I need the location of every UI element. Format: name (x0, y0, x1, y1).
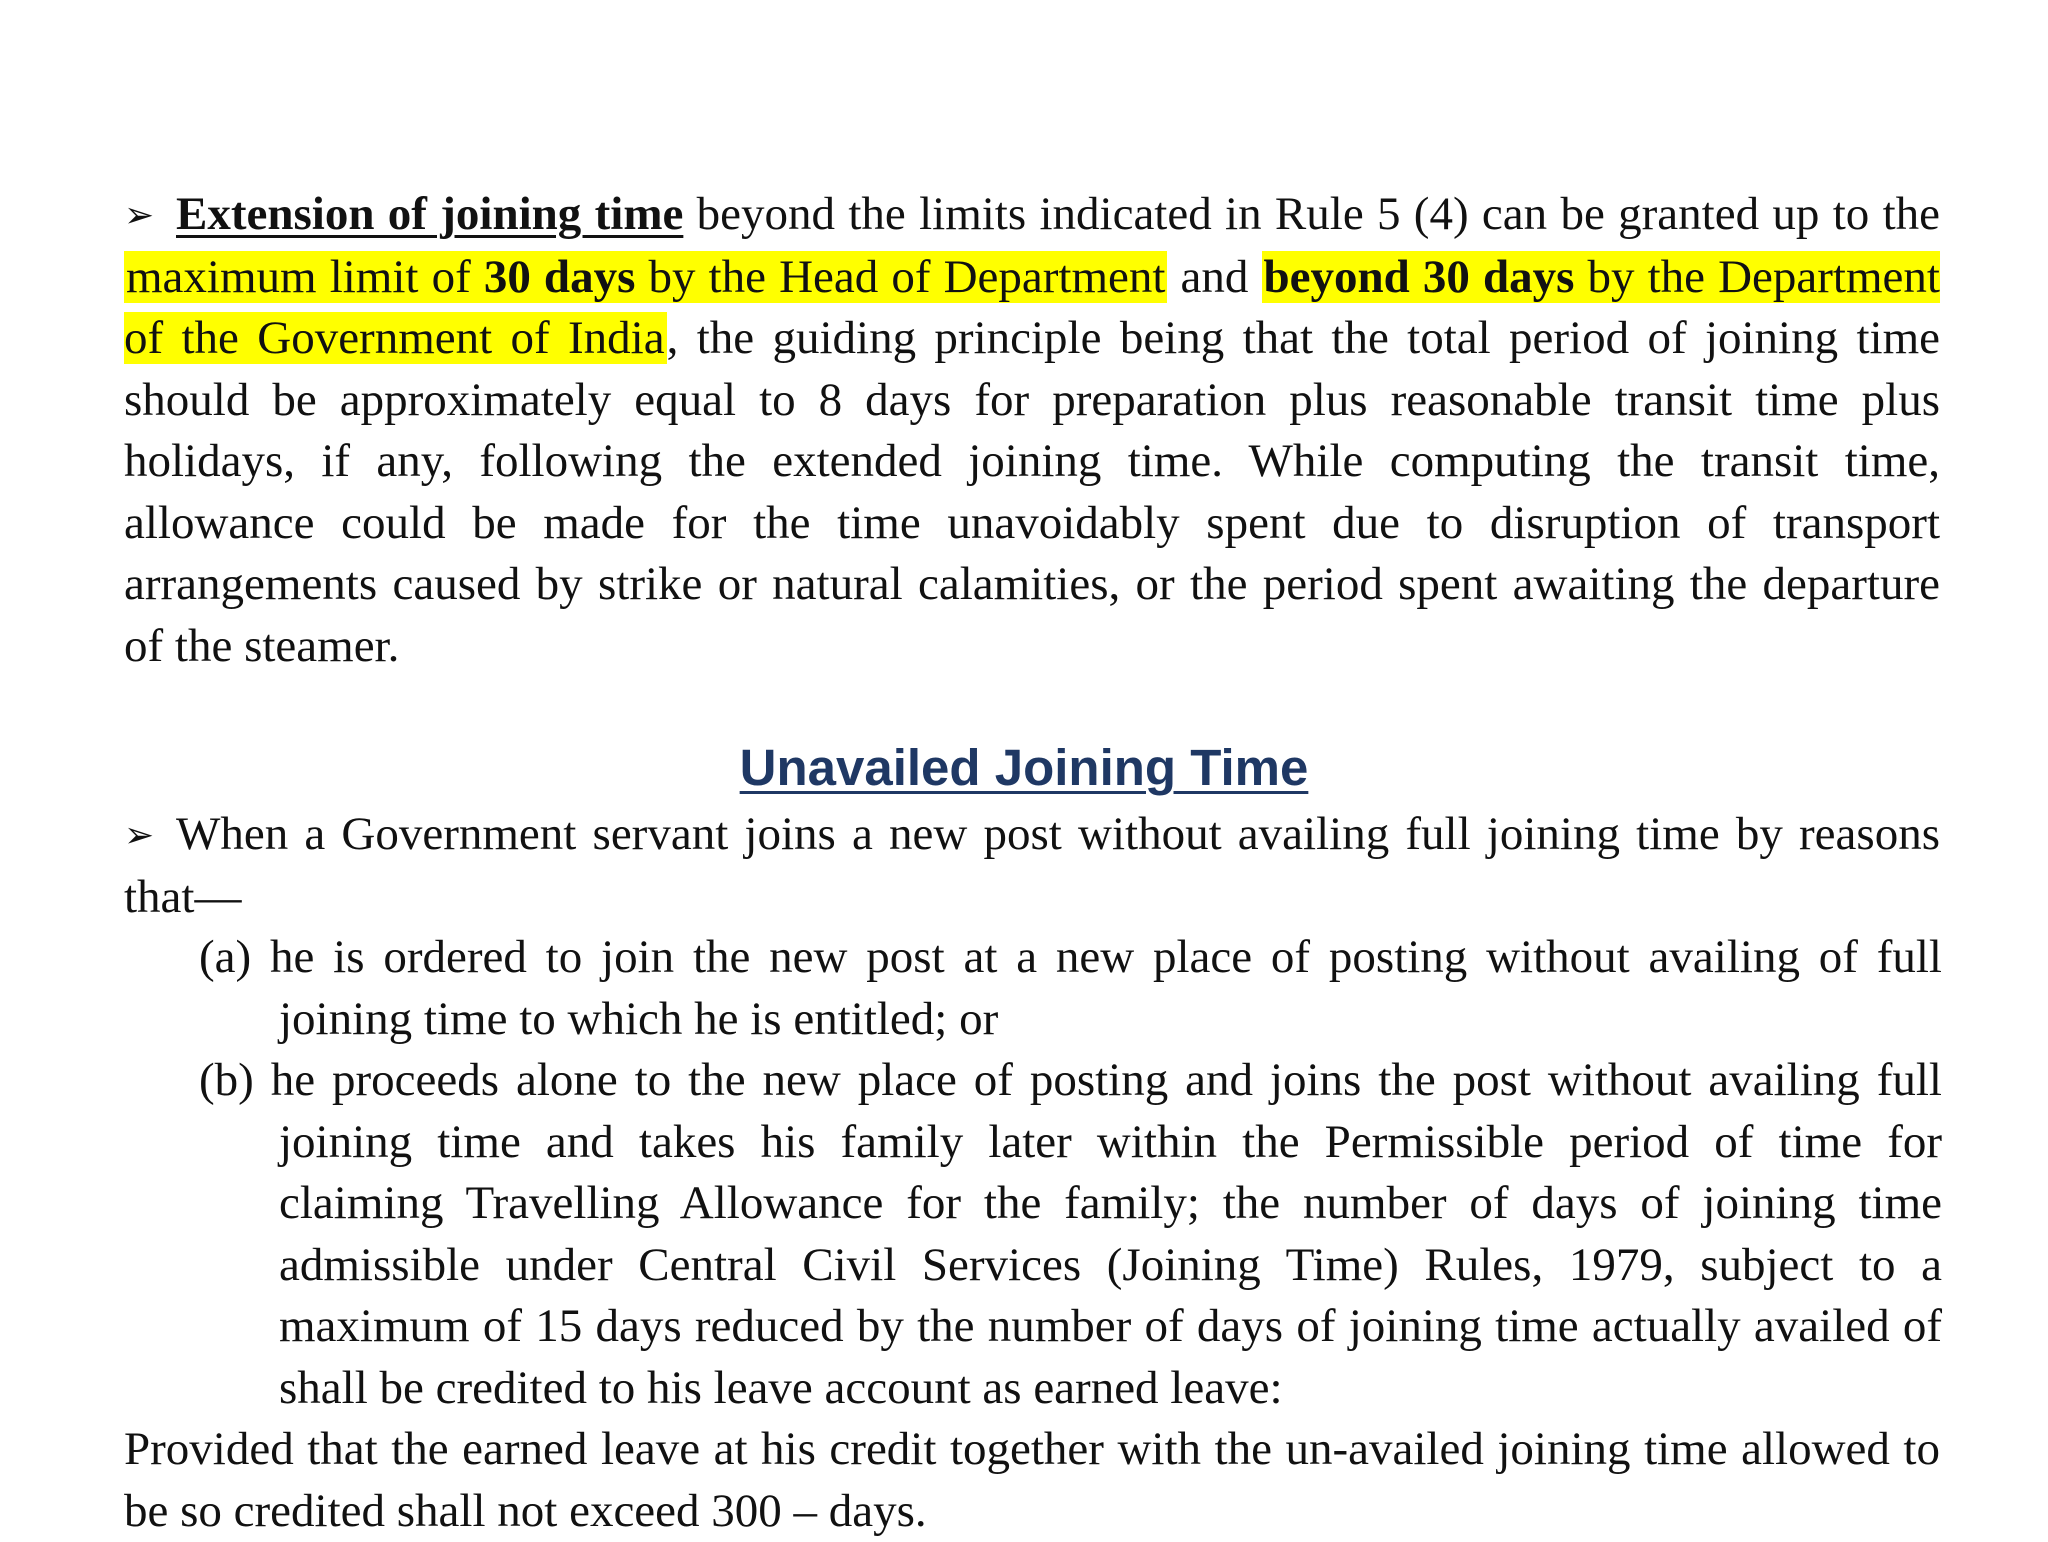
paragraph1-text-b: and (1167, 250, 1262, 303)
section-heading: Unavailed Joining Time (739, 739, 1309, 796)
clause-marker: (a) (199, 931, 252, 983)
highlight1-post: by the Head of Department (635, 250, 1166, 303)
highlight2-bold: beyond 30 days (1263, 250, 1575, 303)
paragraph1-text-c: , the guiding principle being that the total period of joining time should be approximately equal to 8 days for preparation plus reasonable transit time plus holidays, if any, following the extended joining time. While computing the transit time, allowance could be made for the time unavoidably spent due to disruption of transport arrangements caused by strike or natural calamities, or the period spent awaiting the departure of the steamer. (124, 312, 1940, 672)
highlight-head-of-department (124, 251, 1167, 303)
clause-a (199, 927, 1942, 1050)
highlight1-bold: 30 days (483, 250, 636, 303)
highlight2-post: by the Department of the Government of India (124, 250, 1940, 364)
arrow-bullet-icon: ➢ (124, 195, 155, 236)
proviso-paragraph: Provided that the earned leave at his credit together with the un-availed joining time allowed to be so credited shall not exceed 300 – days. (124, 1423, 1940, 1537)
unavailed-joining-time-paragraph (124, 804, 1940, 928)
extension-joining-time-lead: Extension of joining time (176, 188, 684, 240)
clause-marker: (b) (199, 1054, 254, 1106)
paragraph2-text: When a Government servant joins a new post without availing full joining time by reasons that— (124, 808, 1940, 923)
highlight1-pre: maximum limit of (126, 250, 484, 303)
paragraph1-text-a: beyond the limits indicated in Rule 5 (4) can be granted up to the (683, 188, 1940, 240)
clause-b (199, 1050, 1942, 1419)
clause-text: he is ordered to join the new post at a new place of posting without availing of full joining time to which he is entitled; or (251, 931, 1942, 1045)
extension-joining-time-paragraph (124, 184, 1940, 677)
clause-text: he proceeds alone to the new place of posting and joins the post without availing full joining time and takes his family later within the Permissible period of time for claiming Travelling Allowance for the family; the number of days of joining time admissible under Central Civil Services (Joining Time) Rules, 1979, subject to a maximum of 15 days reduced by the number of days of joining time actually availed of shall be credited to his leave account as earned leave: (253, 1054, 1942, 1414)
arrow-bullet-icon: ➢ (124, 815, 155, 856)
